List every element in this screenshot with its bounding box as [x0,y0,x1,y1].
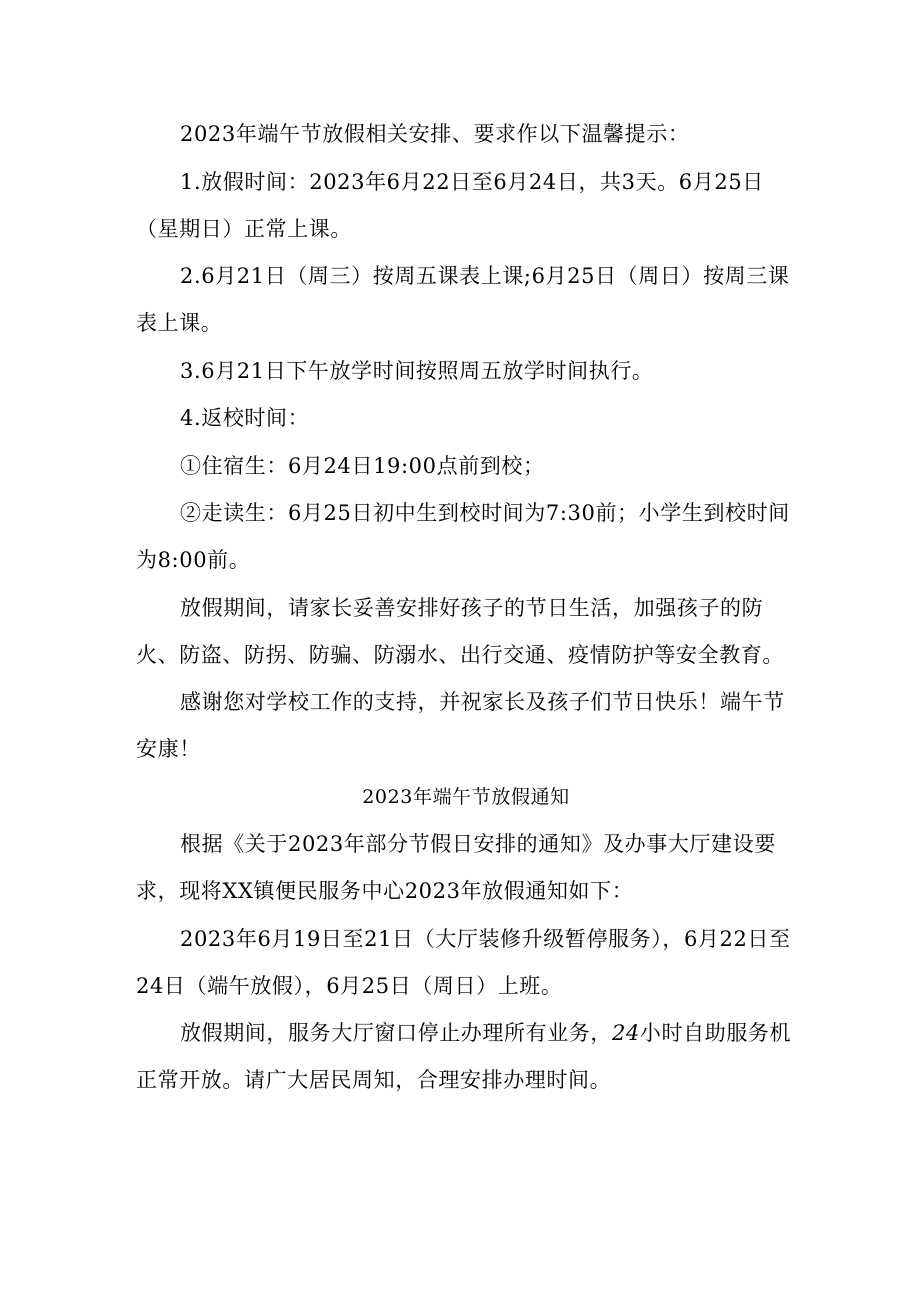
boarding-students-paragraph: ①住宿生：6月24日19:00点前到校； [180,453,545,478]
service-text-after: 小时自助服务机正常开放。请广大居民周知，合理安排办理时间。 [136,1021,792,1092]
notice-dates-paragraph: 2023年6月19日至21日（大厅装修升级暂停服务），6月22日至24日（端午放假），6月25日（周日）上班。 [136,926,791,998]
dismissal-paragraph: 3.6月21日下午放学时间按照周五放学时间执行。 [180,358,654,383]
return-time-heading: 4.返校时间： [180,406,310,430]
day-students-paragraph: ②走读生：6月25日初中生到校时间为7:30前；小学生到校时间为8:00前。 [136,501,790,572]
service-text-before: 放假期间，服务大厅窗口停止办理所有业务， [180,1021,612,1045]
holiday-time-paragraph: 1.放假时间：2023年6月22日至6月24日，共3天。6月25日（星期日）正常上课。 [136,169,764,241]
class-schedule-paragraph: 2.6月21日（周三）按周五课表上课;6月25日（周日）按周三课表上课。 [136,264,790,335]
notice-basis-paragraph: 根据《关于2023年部分节假日安排的通知》及办事大厅建设要求，现将XX镇便民服务中心2023年放假通知如下： [136,832,776,903]
thanks-paragraph: 感谢您对学校工作的支持，并祝家长及孩子们节日快乐！端午节安康！ [136,690,785,761]
service-hours-number: 24 [612,1021,640,1045]
intro-paragraph: 2023年端午节放假相关安排、要求作以下温馨提示： [180,122,690,146]
notice-service-paragraph [136,1010,796,1104]
notice-title: 2023年端午节放假通知 [362,785,570,808]
document-body [136,111,796,1105]
safety-paragraph: 放假期间，请家长妥善安排好孩子的节日生活，加强孩子的防火、防盗、防拐、防骗、防溺水、出行交通、疫情防护等安全教育。 [136,595,784,667]
